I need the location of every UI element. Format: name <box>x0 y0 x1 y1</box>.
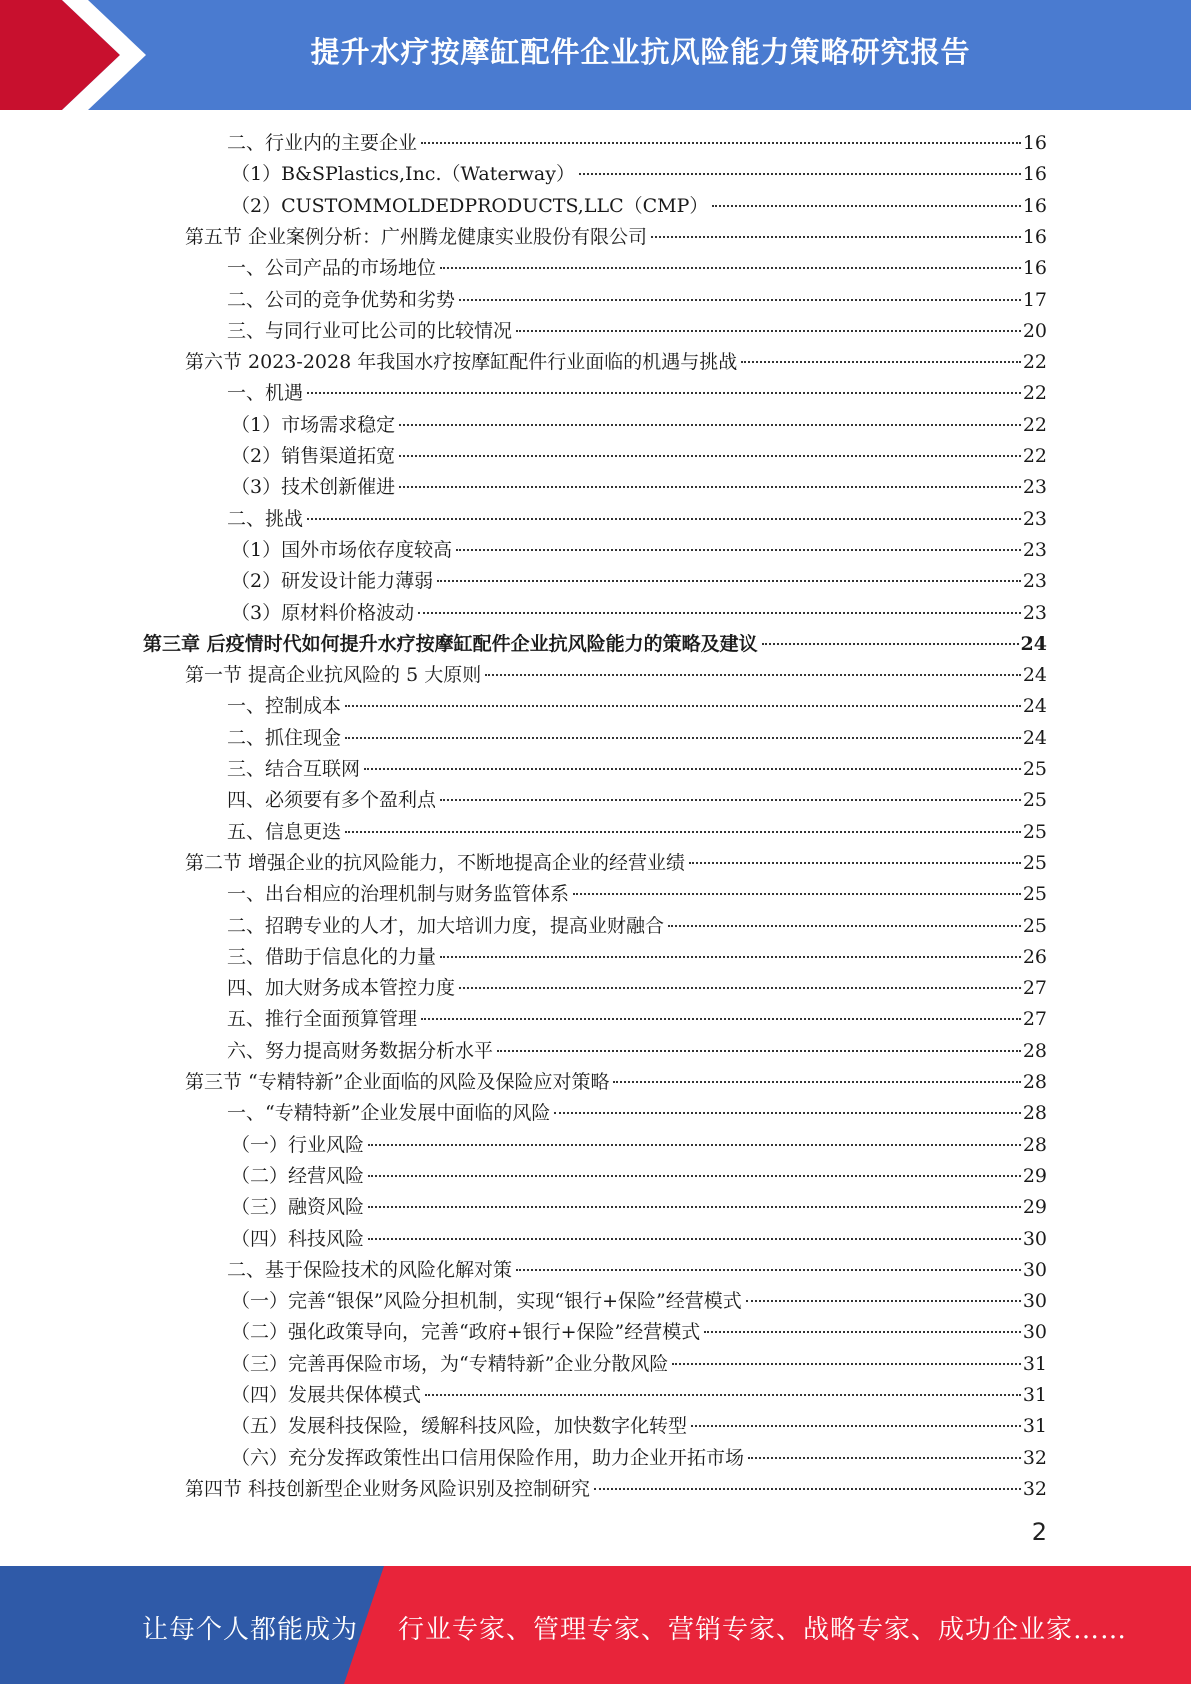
toc-entry-label: （3）原材料价格波动 <box>231 601 415 624</box>
toc-entry-page: 31 <box>1022 1415 1047 1438</box>
toc-entry-page: 30 <box>1022 1258 1047 1281</box>
toc-dot-leader <box>425 1394 1021 1396</box>
toc-entry[interactable] <box>231 472 1047 503</box>
toc-dot-leader <box>368 1175 1021 1177</box>
toc-entry-label: 三、与同行业可比公司的比较情况 <box>227 319 513 342</box>
toc-entry-label: （三）完善再保险市场，为“专精特新”企业分散风险 <box>231 1352 669 1375</box>
toc-dot-leader <box>421 1018 1021 1020</box>
toc-entry[interactable] <box>227 911 1047 942</box>
toc-dot-leader <box>307 518 1021 520</box>
toc-entry[interactable] <box>185 347 1047 378</box>
toc-entry-page: 27 <box>1022 1008 1047 1031</box>
toc-entry[interactable] <box>231 1349 1047 1380</box>
toc-dot-leader <box>364 768 1021 770</box>
toc-entry-label: （3）技术创新催进 <box>231 476 396 499</box>
toc-entry-page: 17 <box>1022 288 1047 311</box>
toc-entry-page: 23 <box>1022 570 1047 593</box>
toc-dot-leader <box>345 737 1021 739</box>
toc-entry[interactable] <box>227 1036 1047 1067</box>
toc-entry[interactable] <box>227 504 1047 535</box>
toc-entry-label: 一、控制成本 <box>227 695 342 718</box>
toc-entry-label: 四、加大财务成本管控力度 <box>227 977 456 1000</box>
toc-dot-leader <box>516 1269 1021 1271</box>
toc-entry-page: 30 <box>1022 1290 1047 1313</box>
toc-entry-label: 二、招聘专业的人才，加大培训力度，提高业财融合 <box>227 914 665 937</box>
toc-entry[interactable] <box>231 410 1047 441</box>
toc-entry-page: 28 <box>1022 1133 1047 1156</box>
toc-entry-page: 30 <box>1022 1321 1047 1344</box>
toc-entry-label: 四、必须要有多个盈利点 <box>227 789 437 812</box>
toc-entry-page: 26 <box>1022 945 1047 968</box>
toc-entry-page: 28 <box>1022 1102 1047 1125</box>
toc-entry[interactable] <box>185 1474 1047 1505</box>
toc-entry-page: 24 <box>1022 664 1047 687</box>
toc-entry-page: 24 <box>1022 695 1047 718</box>
toc-dot-leader <box>456 549 1021 551</box>
toc-entry-page: 16 <box>1022 132 1047 154</box>
toc-dot-leader <box>437 580 1021 582</box>
toc-entry-label: 五、信息更迭 <box>227 820 342 843</box>
footer-slogan-right: 行业专家、管理专家、营销专家、战略专家、成功企业家…… <box>398 1615 1128 1645</box>
toc-entry-page: 16 <box>1022 163 1047 186</box>
toc-dot-leader <box>651 236 1021 238</box>
toc-entry-label: 五、推行全面预算管理 <box>227 1008 418 1031</box>
toc-dot-leader <box>712 205 1020 207</box>
toc-entry-label: 六、努力提高财务数据分析水平 <box>227 1039 494 1062</box>
toc-entry-label: （二）经营风险 <box>231 1164 365 1187</box>
toc-entry-page: 25 <box>1022 820 1047 843</box>
toc-entry-label: （1）市场需求稳定 <box>231 413 396 436</box>
toc-dot-leader <box>691 1425 1021 1427</box>
toc-entry[interactable] <box>231 1286 1047 1317</box>
toc-entry-page: 24 <box>1022 726 1047 749</box>
toc-entry-page: 23 <box>1022 601 1047 624</box>
toc-dot-leader <box>579 173 1021 175</box>
toc-entry-label: （六）充分发挥政策性出口信用保险作用，助力企业开拓市场 <box>231 1446 745 1469</box>
toc-entry-page: 32 <box>1022 1477 1047 1500</box>
toc-dot-leader <box>497 1050 1021 1052</box>
toc-entry[interactable] <box>227 785 1047 816</box>
toc-entry-label: （一）行业风险 <box>231 1133 365 1156</box>
toc-entry-page: 22 <box>1022 351 1047 374</box>
page-footer <box>0 1566 1191 1684</box>
toc-entry-page: 29 <box>1022 1164 1047 1187</box>
toc-entry[interactable] <box>185 848 1047 879</box>
toc-entry[interactable] <box>227 942 1047 973</box>
toc-dot-leader <box>399 424 1021 426</box>
toc-entry-label: （1）B&SPlastics,Inc.（Waterway） <box>231 163 575 186</box>
toc-entry-page: 32 <box>1022 1446 1047 1469</box>
toc-entry-page: 23 <box>1022 507 1047 530</box>
toc-entry-page: 16 <box>1022 257 1047 280</box>
toc-entry-label: （四）科技风险 <box>231 1227 365 1250</box>
page-header <box>0 0 1191 110</box>
toc-dot-leader <box>368 1144 1021 1146</box>
toc-entry-label: 一、公司产品的市场地位 <box>227 257 437 280</box>
toc-entry[interactable] <box>231 1317 1047 1348</box>
toc-dot-leader <box>399 455 1021 457</box>
toc-entry[interactable] <box>185 1067 1047 1098</box>
toc-entry-label: （四）发展共保体模式 <box>231 1384 422 1406</box>
toc-dot-leader <box>421 142 1021 144</box>
toc-entry-label: 二、公司的竞争优势和劣势 <box>227 288 456 311</box>
toc-entry-page: 25 <box>1022 851 1047 874</box>
toc-dot-leader <box>668 925 1021 927</box>
toc-entry-label: （2）CUSTOMMOLDEDPRODUCTS,LLC（CMP） <box>231 194 709 217</box>
toc-entry[interactable] <box>231 1192 1047 1223</box>
toc-entry-page: 28 <box>1022 1039 1047 1062</box>
toc-entry[interactable] <box>231 191 1047 222</box>
page-title: 提升水疗按摩缸配件企业抗风险能力策略研究报告 <box>310 35 971 69</box>
toc-dot-leader <box>762 643 1019 645</box>
toc-entry[interactable] <box>185 660 1047 691</box>
toc-entry[interactable] <box>227 316 1047 347</box>
toc-entry-label: （二）强化政策导向，完善“政府+银行+保险”经营模式 <box>231 1321 701 1344</box>
toc-entry-page: 23 <box>1022 476 1047 499</box>
toc-entry-page: 30 <box>1022 1227 1047 1250</box>
toc-entry-label: （2）研发设计能力薄弱 <box>231 570 434 593</box>
toc-entry-label: 第一节 提高企业抗风险的 5 大原则 <box>185 664 482 687</box>
toc-entry[interactable] <box>227 285 1047 316</box>
toc-entry[interactable] <box>227 973 1047 1004</box>
toc-dot-leader <box>459 987 1021 989</box>
toc-entry[interactable] <box>231 1130 1047 1161</box>
toc-entry-label: 二、挑战 <box>227 507 304 530</box>
toc-entry-page: 25 <box>1022 789 1047 812</box>
toc-dot-leader <box>368 1238 1021 1240</box>
toc-entry[interactable] <box>227 1255 1047 1286</box>
toc-entry-page: 22 <box>1022 413 1047 436</box>
toc-entry-label: 三、借助于信息化的力量 <box>227 945 437 968</box>
toc-entry-label: 一、机遇 <box>227 382 304 405</box>
toc-entry[interactable] <box>227 817 1047 848</box>
toc-entry[interactable] <box>231 159 1047 190</box>
toc-dot-leader <box>672 1363 1020 1365</box>
toc-entry-label: 第二节 增强企业的抗风险能力，不断地提高企业的经营业绩 <box>185 851 686 874</box>
toc-dot-leader <box>345 831 1021 833</box>
toc-entry-page: 23 <box>1022 538 1047 561</box>
toc-entry-label: 二、基于保险技术的风险化解对策 <box>227 1258 513 1281</box>
toc-dot-leader <box>399 486 1021 488</box>
toc-dot-leader <box>418 612 1021 614</box>
toc-entry-page: 25 <box>1022 883 1047 906</box>
toc-dot-leader <box>459 299 1021 301</box>
toc-entry[interactable] <box>231 598 1047 629</box>
toc-entry-page: 28 <box>1022 1071 1047 1093</box>
toc-entry-label: （2）销售渠道拓宽 <box>231 445 396 467</box>
toc-entry-page: 25 <box>1022 758 1047 780</box>
page-number: 2 <box>1031 1518 1047 1546</box>
toc-entry-page: 16 <box>1022 194 1047 217</box>
toc-dot-leader <box>554 1112 1020 1114</box>
toc-entry-label: 二、抓住现金 <box>227 726 342 749</box>
toc-entry[interactable] <box>231 1411 1047 1442</box>
toc-entry[interactable] <box>227 1098 1047 1129</box>
toc-entry[interactable] <box>231 1161 1047 1192</box>
toc-entry[interactable] <box>231 441 1047 472</box>
toc-entry[interactable] <box>231 1380 1047 1411</box>
toc-dot-leader <box>704 1331 1021 1333</box>
footer-slogan-left: 让每个人都能成为 <box>142 1615 359 1645</box>
toc-entry-page: 29 <box>1022 1196 1047 1219</box>
toc-entry-page: 24 <box>1020 632 1047 655</box>
toc-entry[interactable] <box>227 378 1047 409</box>
toc-entry[interactable] <box>231 535 1047 566</box>
toc-entry-label: 第六节 2023-2028 年我国水疗按摩缸配件行业面临的机遇与挑战 <box>185 351 738 374</box>
toc-entry[interactable] <box>227 253 1047 284</box>
toc-entry-label: 第三节 “专精特新”企业面临的风险及保险应对策略 <box>185 1071 610 1093</box>
toc-entry-label: （三）融资风险 <box>231 1196 365 1219</box>
toc-entry[interactable] <box>227 754 1047 785</box>
toc-entry-page: 20 <box>1022 319 1047 342</box>
toc-entry[interactable] <box>143 629 1047 660</box>
toc-entry-label: 第五节 企业案例分析：广州腾龙健康实业股份有限公司 <box>185 225 648 248</box>
toc-entry-label: 第四节 科技创新型企业财务风险识别及控制研究 <box>185 1477 591 1500</box>
toc-dot-leader <box>746 1300 1021 1302</box>
toc-entry-page: 31 <box>1022 1384 1047 1406</box>
toc-dot-leader <box>594 1488 1021 1490</box>
toc-entry-label: （五）发展科技保险，缓解科技风险，加快数字化转型 <box>231 1415 688 1438</box>
toc-entry[interactable] <box>227 723 1047 754</box>
toc-entry-label: 第三章 后疫情时代如何提升水疗按摩缸配件企业抗风险能力的策略及建议 <box>143 632 758 655</box>
toc-entry-label: 二、行业内的主要企业 <box>227 132 418 154</box>
toc-entry-page: 22 <box>1022 445 1047 467</box>
toc-dot-leader <box>689 862 1021 864</box>
toc-dot-leader <box>573 893 1021 895</box>
toc-dot-leader <box>741 361 1021 363</box>
toc-dot-leader <box>485 674 1021 676</box>
toc-dot-leader <box>368 1206 1021 1208</box>
toc-entry[interactable] <box>227 1004 1047 1035</box>
toc-entry-page: 27 <box>1022 977 1047 1000</box>
toc-entry-label: 一、“专精特新”企业发展中面临的风险 <box>227 1102 551 1125</box>
toc-entry-label: （1）国外市场依存度较高 <box>231 538 453 561</box>
toc-dot-leader <box>440 267 1021 269</box>
toc-entry[interactable] <box>231 1443 1047 1474</box>
toc-dot-leader <box>748 1457 1021 1459</box>
toc-entry-page: 22 <box>1022 382 1047 405</box>
toc-entry-page: 31 <box>1022 1352 1047 1375</box>
toc-entry-page: 16 <box>1022 225 1047 248</box>
toc-entry[interactable] <box>231 1224 1047 1255</box>
toc-entry[interactable] <box>227 128 1047 159</box>
toc-entry-label: 一、出台相应的治理机制与财务监管体系 <box>227 883 570 906</box>
toc-entry-label: （一）完善“银保”风险分担机制，实现“银行+保险”经营模式 <box>231 1290 742 1313</box>
toc-entry[interactable] <box>185 222 1047 253</box>
toc-entry[interactable] <box>227 879 1047 910</box>
toc-dot-leader <box>440 956 1021 958</box>
toc-dot-leader <box>307 392 1021 394</box>
toc-entry[interactable] <box>227 691 1047 722</box>
toc-dot-leader <box>345 705 1021 707</box>
toc-entry-label: 三、结合互联网 <box>227 758 361 780</box>
toc-entry[interactable] <box>231 566 1047 597</box>
toc-dot-leader <box>516 330 1021 332</box>
toc-dot-leader <box>613 1081 1020 1083</box>
toc-dot-leader <box>440 799 1021 801</box>
toc-entry-page: 25 <box>1022 914 1047 937</box>
